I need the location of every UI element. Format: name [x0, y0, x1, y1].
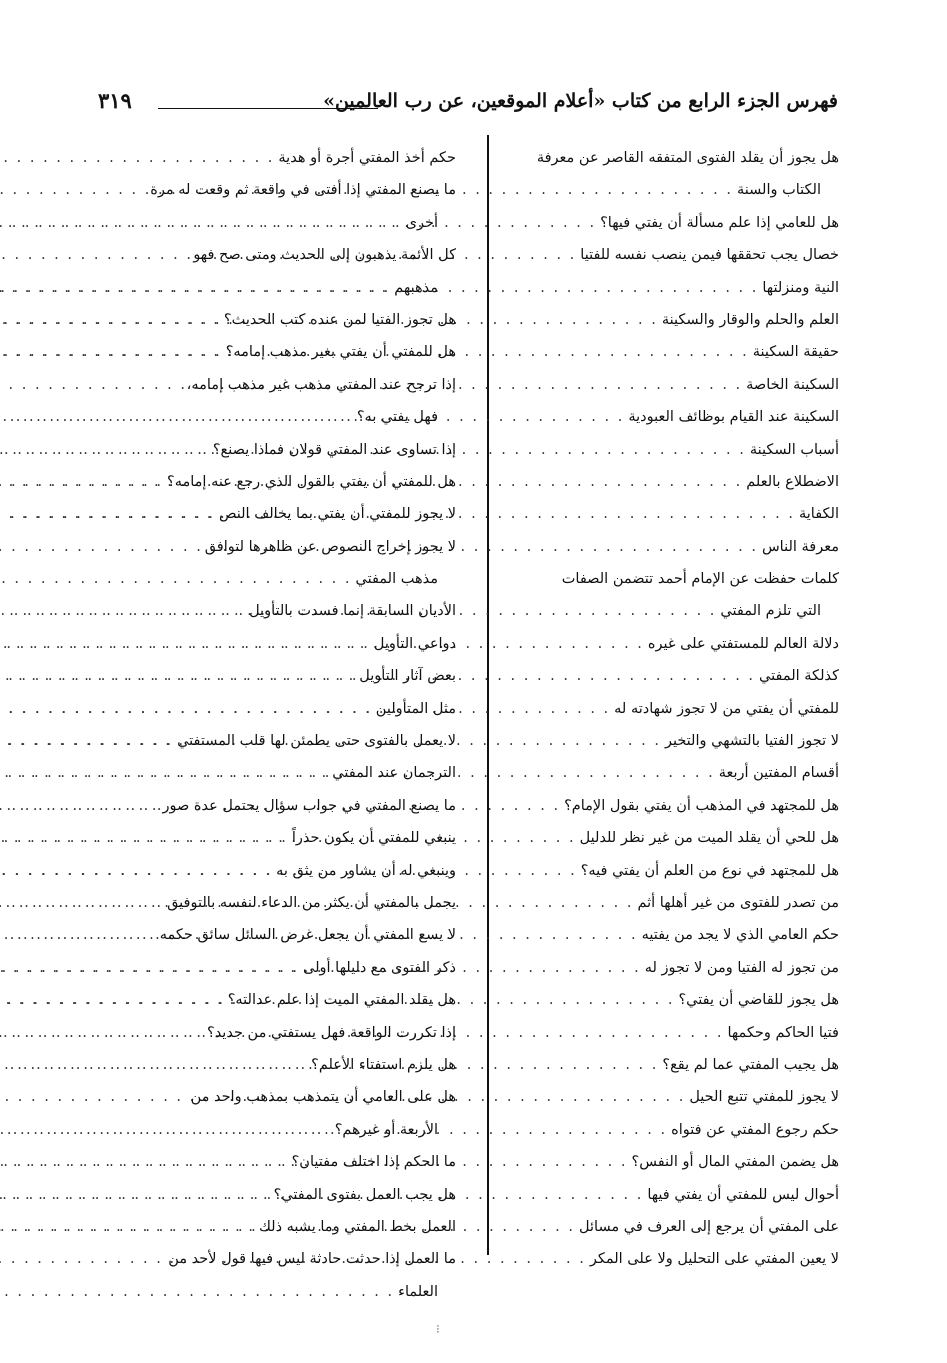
- index-entry: [505, 1146, 839, 1178]
- index-entry: [100, 1276, 456, 1308]
- entry-title: لا يجوز للمفتي أن يفتي بما يخالف النص: [219, 506, 456, 523]
- entry-title: هل للمجتهد في المذهب أن يفتي بقول الإمام؟: [564, 797, 839, 814]
- entry-title: لا يسع المفتي أن يجعل غرض السائل سائق حكمه: [159, 927, 456, 944]
- entry-title: هل يضمن المفتي المال أو النفس؟: [631, 1154, 839, 1171]
- entry-title: كلمات حفظت عن الإمام أحمد تتضمن الصفات: [561, 571, 839, 588]
- dot-leader: [0, 207, 406, 239]
- index-entry: [505, 304, 839, 336]
- index-entry: [505, 272, 839, 304]
- index-entry: [100, 1114, 456, 1146]
- dot-leader: [0, 1017, 207, 1049]
- entry-title: بعض آثار التأويل: [359, 668, 456, 685]
- index-entry: [505, 855, 839, 887]
- index-entry: [100, 174, 456, 206]
- index-entry: [100, 272, 456, 304]
- index-entry: [100, 1146, 456, 1178]
- entry-title: دواعي التأويل: [373, 635, 456, 652]
- entry-title: أقسام المفتين أربعة: [718, 765, 839, 782]
- entry-title: أحوال ليس للمفتي أن يفتي فيها: [647, 1186, 839, 1203]
- index-entry: [100, 693, 456, 725]
- entry-title: هل يجوز أن يقلد الفتوى المتفقه القاصر عن معرفة: [536, 150, 839, 166]
- header-rule: [158, 108, 378, 109]
- entry-title: فهل يفتي به؟: [356, 409, 438, 426]
- dot-leader: [0, 595, 249, 627]
- entry-title: فتيا الحاكم وحكمها: [727, 1024, 839, 1041]
- index-entry: [505, 1243, 839, 1275]
- entry-title: هل تجوز الفتيا لمن عنده كتب الحديث؟: [223, 311, 456, 328]
- dot-leader: [0, 1146, 292, 1178]
- dot-leader: [0, 1114, 335, 1146]
- dot-leader: [0, 272, 394, 304]
- entry-title: معرفة الناس: [761, 538, 839, 555]
- index-entry: [505, 1211, 839, 1243]
- dot-leader: [0, 887, 167, 919]
- entry-title: هل للعامي إذا علم مسألة أن يفتي فيها؟: [600, 214, 839, 231]
- dot-leader: [0, 628, 374, 660]
- dot-leader: [0, 498, 219, 530]
- index-entry: [505, 531, 839, 563]
- index-entry: [100, 855, 456, 887]
- dot-leader: [0, 563, 356, 595]
- index-entry: [505, 434, 839, 466]
- entry-title: أخرى: [405, 214, 438, 231]
- index-entry: [505, 628, 839, 660]
- entry-title: ينبغي للمفتي أن يكون حذراً: [291, 830, 456, 847]
- index-entry: [100, 1211, 456, 1243]
- index-entry: [100, 725, 456, 757]
- index-entry: [100, 304, 456, 336]
- entry-title: حكم العامي الذي لا يجد من يفتيه: [641, 927, 839, 944]
- index-entry: [505, 142, 839, 174]
- index-entry: [100, 919, 456, 951]
- index-column-left: [100, 142, 456, 1308]
- page-number: ٣١٩: [98, 88, 132, 113]
- entry-title: لا يجوز إخراج النصوص عن ظاهرها لتوافق: [204, 538, 456, 555]
- index-entry: [100, 1179, 456, 1211]
- index-entry: [100, 757, 456, 789]
- dot-leader: [0, 855, 276, 887]
- index-entry: [505, 887, 839, 919]
- entry-title: إذا تساوى عند المفتي قولان فماذا يصنع؟: [212, 441, 456, 458]
- index-entry: [505, 1049, 839, 1081]
- entry-title: هل للحي أن يقلد الميت من غير نظر للدليل: [579, 830, 839, 847]
- entry-title: التي تلزم المفتي: [720, 603, 821, 620]
- index-entry: [505, 239, 839, 271]
- dot-leader: [0, 401, 357, 433]
- entry-title: هل يجيب المفتي عما لم يقع؟: [662, 1056, 839, 1073]
- entry-title: السكينة عند القيام بوظائف العبودية: [628, 409, 839, 426]
- index-entry: [505, 498, 839, 530]
- dot-leader: [0, 660, 359, 692]
- index-entry: [100, 401, 456, 433]
- index-entry: [100, 1049, 456, 1081]
- entry-title: حكم أخذ المفتي أجرة أو هدية: [278, 150, 456, 166]
- index-entry: [505, 693, 839, 725]
- dot-leader: [0, 919, 160, 951]
- index-entry: [505, 660, 839, 692]
- dot-leader: [0, 142, 278, 174]
- entry-title: على المفتي أن يرجع إلى العرف في مسائل: [579, 1218, 839, 1235]
- page-mark: ⁝: [436, 1322, 440, 1336]
- entry-title: ما يصنع المفتي إذا أفتى في واقعة ثم وقعت له مرة: [150, 182, 456, 199]
- index-entry: [505, 725, 839, 757]
- index-entry: [100, 790, 456, 822]
- entry-title: السكينة الخاصة: [746, 376, 839, 393]
- index-entry: [505, 919, 839, 951]
- dot-leader: [0, 1211, 259, 1243]
- index-entry: [505, 207, 839, 239]
- dot-leader: [0, 1179, 274, 1211]
- dot-leader: [0, 952, 303, 984]
- index-entry: [100, 595, 456, 627]
- entry-title: مذهبهم: [394, 279, 438, 296]
- index-entry: [505, 1114, 839, 1146]
- dot-leader: [0, 1276, 398, 1308]
- entry-title: كذلكة المفتي: [759, 668, 839, 685]
- index-entry: [100, 1081, 456, 1113]
- index-entry: [100, 563, 456, 595]
- entry-title: ذكر الفتوى مع دليلها أولى: [303, 959, 456, 976]
- index-entry: [100, 142, 456, 174]
- entry-title: إذا ترجح عند المفتي مذهب غير مذهب إمامه،: [186, 376, 456, 393]
- entry-title: مثل المتأولين: [375, 700, 456, 717]
- index-entry: [505, 466, 839, 498]
- index-entry: [505, 1081, 839, 1113]
- dot-leader: [0, 434, 213, 466]
- dot-leader: [0, 1049, 311, 1081]
- entry-title: أسباب السكينة: [749, 441, 839, 458]
- entry-title: لا يعمل بالفتوى حتى يطمئن لها قلب المستفتي: [177, 733, 456, 750]
- entry-title: إذا تكررت الواقعة فهل يستفتي من جديد؟: [207, 1024, 456, 1041]
- index-entry: [505, 401, 839, 433]
- index-entry: [505, 984, 839, 1016]
- running-title: فهرس الجزء الرابع من كتاب «أعلام الموقعين، عن رب العالمين»: [323, 90, 838, 112]
- entry-title: يجمل بالمفتي أن يكثر من الدعاء لنفسه بالتوفيق: [167, 894, 456, 911]
- index-entry: [100, 1017, 456, 1049]
- index-entry: [100, 434, 456, 466]
- entry-title: هل يجوز للقاضي أن يفتي؟: [678, 992, 839, 1009]
- entry-title: الكتاب والسنة: [736, 182, 821, 199]
- index-entry: [505, 595, 839, 627]
- entry-title: هل على العامي أن يتمذهب بمذهب واحد من: [190, 1089, 456, 1106]
- index-entry: [100, 984, 456, 1016]
- index-entry: [505, 822, 839, 854]
- index-entry: [505, 336, 839, 368]
- entry-title: الأديان السابقة إنما فسدت بالتأويل: [249, 603, 456, 620]
- entry-title: النية ومنزلتها: [762, 279, 839, 296]
- index-entry: [100, 207, 456, 239]
- entry-title: لا تجوز الفتيا بالتشهي والتخير: [664, 733, 839, 750]
- entry-title: لا يعين المفتي على التحليل ولا على المكر: [589, 1251, 839, 1268]
- entry-title: وينبغي له أن يشاور من يثق به: [276, 862, 456, 879]
- dot-leader: [0, 757, 332, 789]
- entry-title: الترجمان عند المفتي: [332, 765, 456, 782]
- entry-title: العلم والحلم والوقار والسكينة: [661, 311, 839, 328]
- index-entry: [505, 757, 839, 789]
- index-entry: [100, 952, 456, 984]
- index-entry: [100, 239, 456, 271]
- index-entry: [100, 628, 456, 660]
- index-entry: [100, 369, 456, 401]
- entry-title: العلماء: [398, 1283, 438, 1300]
- entry-title: هل للمجتهد في نوع من العلم أن يفتي فيه؟: [580, 862, 839, 879]
- index-entry: [100, 466, 456, 498]
- entry-title: العمل بخط المفتي وما يشبه ذلك: [258, 1218, 456, 1235]
- index-entry: [505, 1179, 839, 1211]
- entry-title: مذهب المفتي: [355, 571, 438, 588]
- index-entry: [100, 822, 456, 854]
- index-entry: [100, 336, 456, 368]
- dot-leader: [0, 466, 167, 498]
- entry-title: الأربعة أو غيرهم؟: [334, 1121, 438, 1138]
- entry-title: خصال يجب تحققها فيمن ينصب نفسه للفتيا: [580, 247, 839, 264]
- index-entry: [100, 1243, 456, 1275]
- entry-title: من تجوز له الفتيا ومن لا تجوز له: [644, 959, 839, 976]
- index-column-right: [505, 142, 839, 1276]
- entry-title: ما يصنع المفتي في جواب سؤال يحتمل عدة صور: [162, 797, 456, 814]
- index-entry: [505, 174, 839, 206]
- entry-title: كل الأئمة يذهبون إلى الحديث ومتى صح فهو: [193, 247, 456, 264]
- index-entry: [100, 660, 456, 692]
- index-entry: [505, 563, 839, 595]
- index-entry: [505, 790, 839, 822]
- entry-title: دلالة العالم للمستفتي على غيره: [647, 635, 839, 652]
- index-entry: [505, 369, 839, 401]
- dot-leader: [0, 984, 228, 1016]
- dot-leader: [0, 304, 224, 336]
- entry-title: هل يقلد المفتي الميت إذا علم عدالته؟: [227, 992, 456, 1009]
- dot-leader: [0, 725, 177, 757]
- entry-title: حكم رجوع المفتي عن فتواه: [671, 1121, 839, 1138]
- entry-title: هل للمفتي أن يفتي بالقول الذي رجع عنه إمامه؟: [167, 473, 456, 490]
- index-entry: [505, 952, 839, 984]
- dot-leader: [0, 336, 226, 368]
- entry-title: هل يلزم استفتاء الأعلم؟: [311, 1056, 456, 1073]
- index-entry: [100, 498, 456, 530]
- entry-title: هل للمفتي أن يفتي بغير مذهب إمامه؟: [225, 344, 456, 361]
- index-entry: [505, 1017, 839, 1049]
- dot-leader: [0, 693, 376, 725]
- index-entry: [100, 887, 456, 919]
- entry-title: الكفاية: [798, 506, 839, 523]
- entry-title: ما العمل إذا حدثت حادثة ليس فيها قول لأحد من: [168, 1251, 456, 1268]
- entry-title: الاضطلاع بالعلم: [746, 473, 839, 490]
- entry-title: هل يجب العمل بفتوى المفتي؟: [273, 1186, 456, 1203]
- entry-title: من تصدر للفتوى من غير أهلها أثم: [637, 894, 839, 911]
- entry-title: لا يجوز للمفتي تتبع الحيل: [689, 1089, 839, 1106]
- dot-leader: [0, 822, 292, 854]
- entry-title: ما الحكم إذا اختلف مفتيان؟: [291, 1154, 456, 1171]
- entry-title: حقيقة السكينة: [752, 344, 839, 361]
- dot-leader: [0, 790, 162, 822]
- page-header: [98, 86, 838, 126]
- entry-title: للمفتي أن يفتي من لا تجوز شهادته له: [614, 700, 839, 717]
- index-entry: [100, 531, 456, 563]
